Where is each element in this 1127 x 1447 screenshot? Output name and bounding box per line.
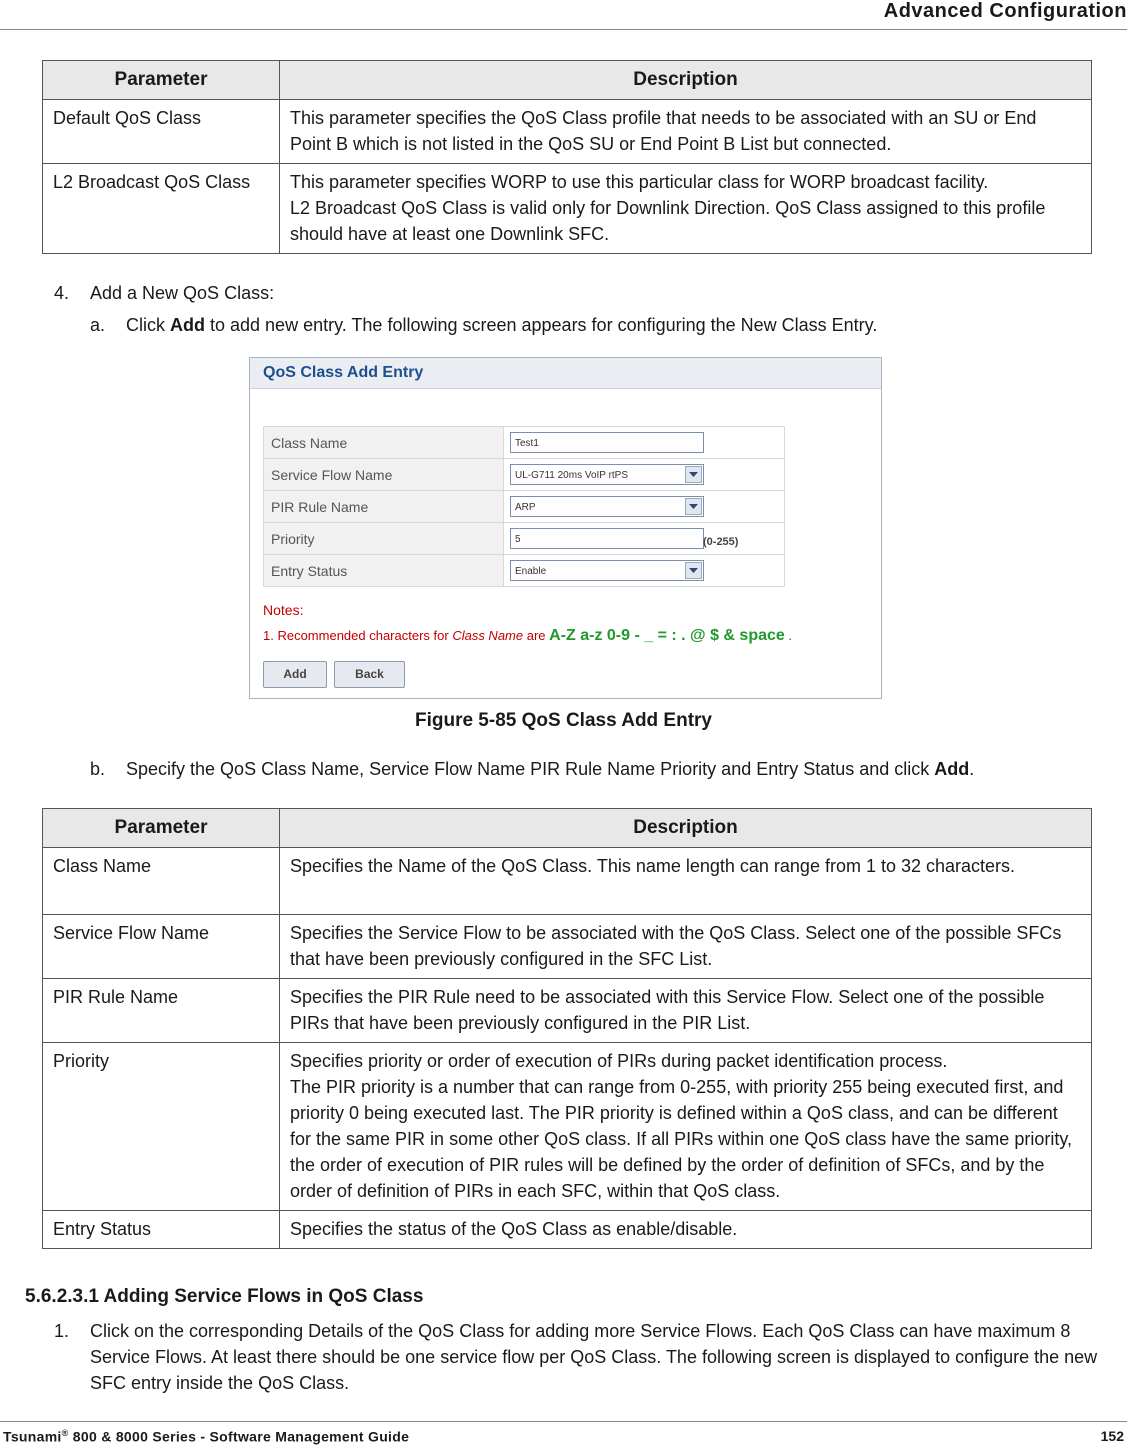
param-cell: Priority	[43, 1043, 280, 1211]
table-header-description: Description	[280, 809, 1092, 848]
header-divider	[0, 29, 1127, 30]
field-label: Class Name	[264, 427, 504, 459]
param-cell: Class Name	[43, 848, 280, 915]
step-text: Specify the QoS Class Name, Service Flow Name PIR Rule Name Priority and Entry Status and click	[126, 759, 935, 779]
step-text: Add a New QoS Class:	[90, 283, 275, 303]
screenshot-title: QoS Class Add Entry	[250, 358, 881, 389]
notes-line	[263, 627, 792, 645]
pir-rule-select[interactable]	[510, 496, 704, 517]
desc-line: Specifies the status of the QoS Class as enable/disable.	[290, 1219, 738, 1239]
param-cell: L2 Broadcast QoS Class	[43, 164, 280, 254]
registered-mark: ®	[61, 1428, 69, 1438]
form-row	[264, 459, 785, 491]
entry-status-select[interactable]	[510, 560, 704, 581]
param-cell: Service Flow Name	[43, 915, 280, 979]
select-value: UL-G711 20ms VoIP rtPS	[515, 470, 629, 481]
step-letter: a.	[90, 315, 106, 335]
page-number: 152	[1100, 1428, 1124, 1444]
param-cell: PIR Rule Name	[43, 979, 280, 1043]
desc-cell	[280, 100, 1092, 164]
form-row	[264, 491, 785, 523]
notes-text: .	[784, 628, 793, 643]
field-label: Service Flow Name	[264, 459, 504, 491]
qos-form	[263, 426, 785, 587]
notes-text: are	[523, 628, 550, 643]
table-row	[43, 848, 1092, 915]
form-row	[264, 555, 785, 587]
table-row	[43, 1043, 1092, 1211]
parameter-table-2	[42, 808, 1092, 1249]
field-label: Priority	[264, 523, 504, 555]
step-letter: b.	[90, 759, 106, 779]
footer-brand: Tsunami	[3, 1428, 62, 1445]
desc-cell	[280, 915, 1092, 979]
step-text: .	[969, 759, 975, 779]
param-cell: Default QoS Class	[43, 100, 280, 164]
param-cell: Entry Status	[43, 1211, 280, 1249]
desc-cell	[280, 1211, 1092, 1249]
class-name-input[interactable]: Test1	[510, 432, 704, 453]
field-label: PIR Rule Name	[264, 491, 504, 523]
chevron-down-icon	[685, 466, 702, 483]
item-text: Click on the corresponding Details of the QoS Class for adding more Service Flows. Each QoS Class can have maximum 8 Service Flows. At least there should be one service flow per QoS Class. The following screen is displayed to configure the new SFC entry inside the QoS Class.	[90, 1321, 1098, 1393]
section-item-1	[54, 1318, 1124, 1396]
form-row	[264, 427, 785, 459]
item-number: 1.	[54, 1321, 70, 1341]
priority-range-hint: (0-255)	[703, 536, 739, 548]
table-header-parameter: Parameter	[43, 61, 280, 100]
table-header-description: Description	[280, 61, 1092, 100]
inline-bold: Add	[170, 315, 205, 335]
step-4b	[90, 756, 974, 782]
back-button[interactable]: Back	[334, 661, 405, 688]
desc-line: Specifies the Name of the QoS Class. This name length can range from 1 to 32 characters.	[290, 856, 1016, 876]
desc-line: Specifies the Service Flow to be associated with the QoS Class. Select one of the possible SFCs that have been previously configured in the SFC List.	[290, 923, 1062, 969]
desc-cell	[280, 1043, 1092, 1211]
table-header-parameter: Parameter	[43, 809, 280, 848]
qos-class-add-entry-screenshot	[249, 357, 882, 699]
desc-line: The PIR priority is a number that can range from 0-255, with priority 255 being executed first, and priority 0 being executed last. The PIR priority is defined within a QoS class, and can be different for the same PIR in some other QoS class. If all PIRs within one QoS class have the same priority, the order of execution of PIR rules will be defined by the order of definition of SFCs, and by the order of definition of PIRs in each SFC, within that QoS class.	[290, 1077, 1072, 1201]
chevron-down-icon	[685, 562, 702, 579]
field-label: Entry Status	[264, 555, 504, 587]
section-heading: 5.6.2.3.1 Adding Service Flows in QoS Class	[25, 1286, 424, 1307]
chevron-down-icon	[685, 498, 702, 515]
add-button[interactable]: Add	[263, 661, 327, 688]
table-row	[43, 915, 1092, 979]
allowed-characters: A-Z a-z 0-9 - _ = : . @ $ & space	[549, 627, 785, 644]
desc-line: Specifies priority or order of execution of PIRs during packet identification process.	[290, 1051, 948, 1071]
step-number: 4.	[54, 283, 70, 303]
service-flow-select[interactable]	[510, 464, 704, 485]
desc-cell	[280, 164, 1092, 254]
inline-bold: Add	[934, 759, 970, 779]
table-row	[43, 100, 1092, 164]
step-4a	[90, 312, 877, 338]
page-header-title: Advanced Configuration	[883, 0, 1127, 22]
step-4	[54, 280, 274, 306]
select-value: ARP	[515, 502, 536, 513]
desc-line: L2 Broadcast QoS Class is valid only for Downlink Direction. QoS Class assigned to this profile should have at least one Downlink SFC.	[290, 198, 1046, 244]
footer-title	[3, 1428, 409, 1445]
notes-italic: Class Name	[452, 628, 524, 643]
desc-line: This parameter specifies WORP to use this particular class for WORP broadcast facility.	[290, 172, 989, 192]
table-row	[43, 979, 1092, 1043]
desc-cell	[280, 848, 1092, 915]
footer-divider	[0, 1421, 1127, 1422]
parameter-table-1	[42, 60, 1092, 254]
desc-line: This parameter specifies the QoS Class profile that needs to be associated with an SU or End Point B which is not listed in the QoS SU or End Point B List but connected.	[290, 108, 1037, 154]
footer-text: 800 & 8000 Series - Software Management Guide	[68, 1428, 410, 1445]
notes-title: Notes:	[263, 602, 304, 618]
notes-text: 1. Recommended characters for	[263, 628, 453, 643]
table-row	[43, 1211, 1092, 1249]
step-text: to add new entry. The following screen appears for configuring the New Class Entry.	[205, 315, 878, 335]
figure-caption: Figure 5-85 QoS Class Add Entry	[414, 710, 713, 731]
desc-cell	[280, 979, 1092, 1043]
table-row	[43, 164, 1092, 254]
step-text: Click	[126, 315, 170, 335]
priority-input[interactable]: 5	[510, 528, 704, 549]
select-value: Enable	[515, 566, 547, 577]
desc-line: Specifies the PIR Rule need to be associated with this Service Flow. Select one of the possible PIRs that have been previously configured in the PIR List.	[290, 987, 1045, 1033]
